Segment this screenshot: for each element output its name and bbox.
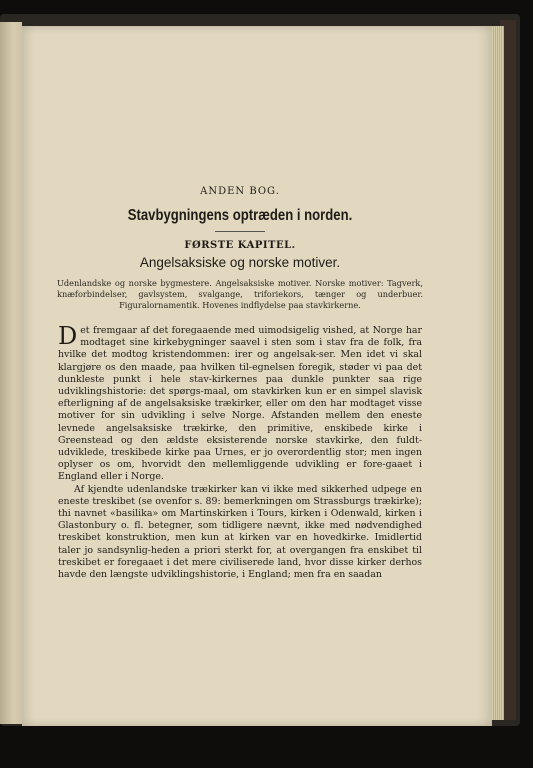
chapter-label: FØRSTE KAPITEL. (184, 240, 296, 251)
paragraph-1 (58, 322, 422, 484)
page-gutter (0, 22, 22, 724)
book-label: ANDEN BOG. (200, 186, 280, 197)
page-fore-edge (492, 26, 504, 720)
title-divider (215, 231, 265, 232)
drop-cap: D (58, 322, 78, 350)
paragraph-2: Af kjendte udenlandske trækirker kan vi ikke med sikkerhed udpege en eneste treskibet (se ovenfor s. 89: bemerkningen om Strassburgs trækirke); thi navnet «basilika» om Martinskirken i Tours, kirken i Odenwald, kirken i Glastonbury o. fl. betegner, som tidligere nævnt, ikke med nødvendighed treskibet konstruktion, men kun at kirken var en hovedkirke. Imidlertid taler jo sandsynlig-heden a priori sterkt for, at overgangen fra enskibet til treskibet er foregaaet i det mere civiliserede land, hvor disse kirker derhos havde den længste udviklingshistorie, i England; men fra en saadan (58, 483, 422, 581)
page-content (57, 186, 423, 581)
chapter-title: Angelsaksiske og norske motiver. (139, 255, 341, 270)
paragraph-1-text: et fremgaar af det foregaaende med uimodsigelig vished, at Norge har modtaget sine kirkebygninger saavel i sten som i stav fra de folk, fra hvilke det modtog kristendommen: irer og angelsak-ser. Men idet vi skal klargjøre os den maade, paa hvilken til-egnelsen foregik, støder vi paa det dunkleste punkt i hele stav-kirkernes paa dunkle punkter saa rige udviklingshistorie: det spørgs-maal, om stavkirken kun er en simpel slavisk efterligning af de angelsaksiske trækirker, eller om den har modtaget visse motiver for sin udvikling i selve Norge. Afstanden mellem den eneste levnede angelsaksiske trækirke, den primitive, enskibede kirke i Greenstead og den ældste eksisterende norske stavkirke, den fuldt-udviklede, treskibede kirke paa Urnes, er jo overordentlig stor; men ingen oplyser os om, hvorvidt den mellemliggende udvikling er fore-gaaet i England eller i Norge. (58, 325, 422, 483)
book-title: Stavbygningens optræden i norden. (127, 207, 353, 224)
chapter-summary: Udenlandske og norske bygmestere. Angelsaksiske motiver. Norske motiver: Tagverk, knæforbindelser, gavlsystem, svalgange, triforiekors, tænger og underbuer. Figuralornamentik. Hovenes indflydelse paa stavkirkerne. (57, 278, 423, 310)
